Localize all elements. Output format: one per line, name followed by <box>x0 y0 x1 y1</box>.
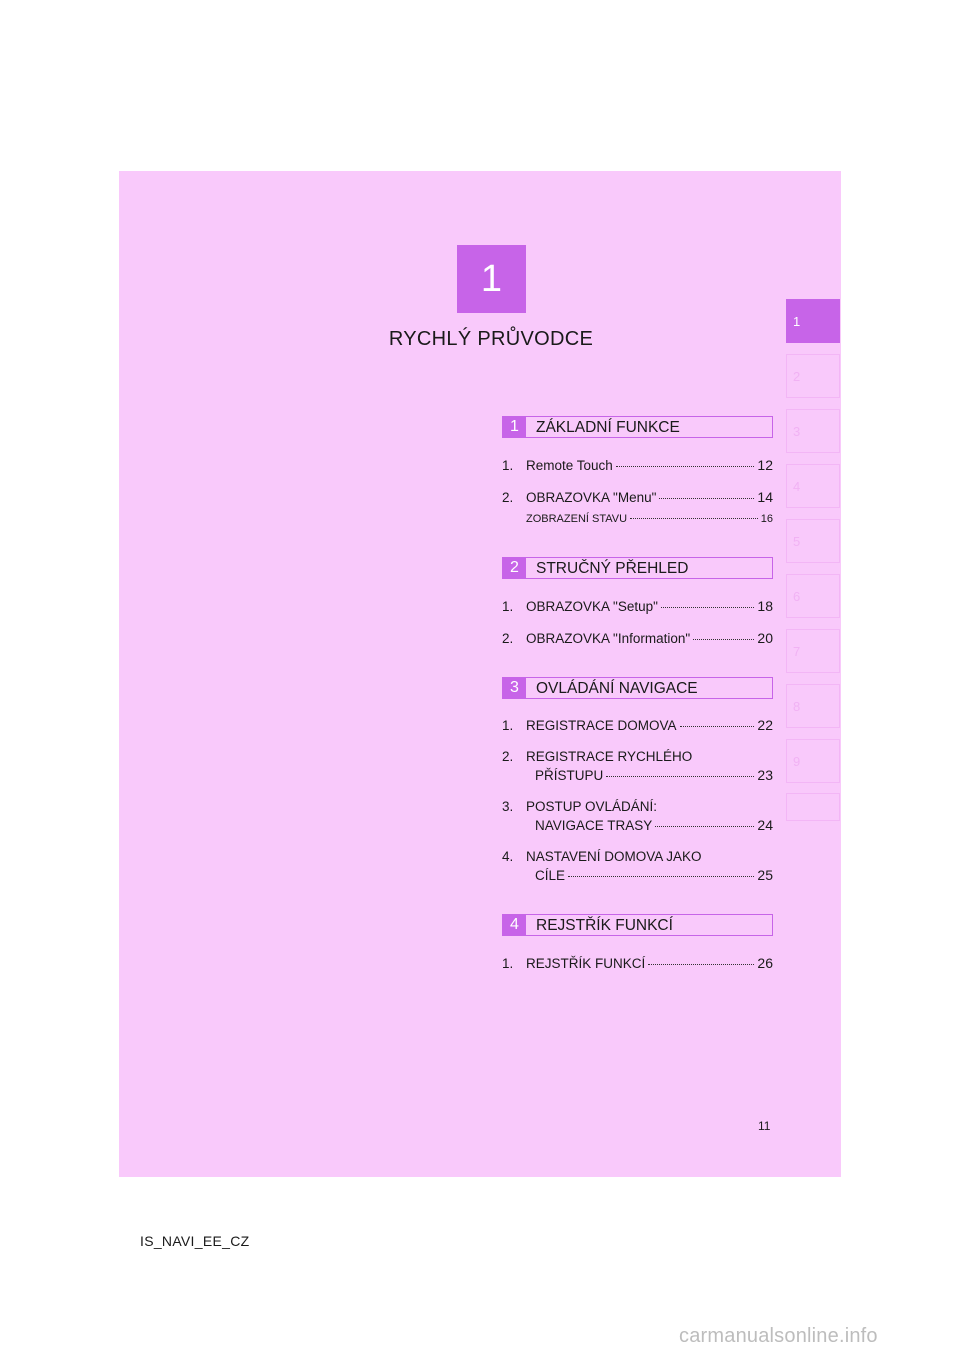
dot-leader <box>659 498 754 499</box>
section-title: ZÁKLADNÍ FUNKCE <box>536 419 680 436</box>
chapter-tab-2[interactable]: 2 <box>786 354 840 398</box>
toc-entry[interactable] <box>502 457 773 475</box>
section-header-1 <box>502 416 773 438</box>
toc-entry[interactable] <box>502 849 773 885</box>
entry-number: 4. <box>502 849 514 864</box>
chapter-tab-1[interactable]: 1 <box>786 299 840 343</box>
toc-entry[interactable] <box>502 749 773 785</box>
dot-leader <box>616 466 755 467</box>
entry-page: 22 <box>757 717 773 733</box>
entry-text: OBRAZOVKA "Information" <box>526 631 691 646</box>
page-number: 11 <box>758 1119 771 1133</box>
toc-entry[interactable] <box>502 598 773 616</box>
toc-entry[interactable] <box>502 630 773 648</box>
entry-page: 26 <box>757 955 773 971</box>
entry-text: REGISTRACE DOMOVA <box>526 718 677 733</box>
entry-number: 2. <box>502 749 514 764</box>
entry-number: 3. <box>502 799 514 814</box>
chapter-number-box: 1 <box>457 245 526 313</box>
toc-entry[interactable] <box>502 489 773 507</box>
section-number: 4 <box>503 915 526 935</box>
chapter-tab-6[interactable]: 6 <box>786 574 840 618</box>
dot-leader <box>655 826 754 827</box>
entry-number: 1. <box>502 599 514 614</box>
section-title: REJSTŘÍK FUNKCÍ <box>536 917 673 934</box>
section-title: STRUČNÝ PŘEHLED <box>536 560 689 577</box>
toc-entry[interactable] <box>502 717 773 735</box>
entry-number: 1. <box>502 956 514 971</box>
entry-text: Remote Touch <box>526 458 613 473</box>
entry-page: 20 <box>757 630 773 646</box>
chapter-tab-3[interactable]: 3 <box>786 409 840 453</box>
section-header-2 <box>502 557 773 579</box>
entry-number: 1. <box>502 718 514 733</box>
section-title: OVLÁDÁNÍ NAVIGACE <box>536 680 698 697</box>
entry-text: OBRAZOVKA "Setup" <box>526 599 658 614</box>
dot-leader <box>568 876 754 877</box>
entry-text: REGISTRACE RYCHLÉHO <box>526 749 693 764</box>
dot-leader <box>648 964 754 965</box>
chapter-tab-4[interactable]: 4 <box>786 464 840 508</box>
section-number: 2 <box>503 558 526 578</box>
dot-leader <box>680 726 755 727</box>
entry-page: 25 <box>757 867 773 883</box>
toc-entry[interactable] <box>502 955 773 973</box>
toc-entry[interactable] <box>502 799 773 835</box>
dot-leader <box>630 518 758 519</box>
chapter-tab-10[interactable] <box>786 793 840 821</box>
entry-text: POSTUP OVLÁDÁNÍ: <box>526 799 658 814</box>
dot-leader <box>606 776 754 777</box>
subentry-page: 16 <box>760 513 773 525</box>
subentry-text: ZOBRAZENÍ STAVU <box>526 513 628 525</box>
section-header-3 <box>502 677 773 699</box>
entry-text-continued: NAVIGACE TRASY <box>535 818 653 833</box>
entry-text: NASTAVENÍ DOMOVA JAKO <box>526 849 702 864</box>
chapter-tab-8[interactable]: 8 <box>786 684 840 728</box>
entry-text-continued: PŘÍSTUPU <box>535 768 604 783</box>
toc-subentry[interactable] <box>526 513 773 531</box>
entry-text: OBRAZOVKA "Menu" <box>526 490 657 505</box>
document-code: IS_NAVI_EE_CZ <box>140 1233 250 1249</box>
entry-page: 12 <box>757 457 773 473</box>
watermark[interactable]: carmanualsonline.info <box>679 1325 878 1347</box>
dot-leader <box>693 639 754 640</box>
entry-text: REJSTŘÍK FUNKCÍ <box>526 956 646 971</box>
section-header-4 <box>502 914 773 936</box>
chapter-tab-9[interactable]: 9 <box>786 739 840 783</box>
entry-page: 14 <box>757 489 773 505</box>
section-number: 1 <box>503 417 526 437</box>
entry-page: 23 <box>757 767 773 783</box>
dot-leader <box>661 607 755 608</box>
entry-number: 1. <box>502 458 514 473</box>
entry-number: 2. <box>502 490 514 505</box>
chapter-tab-7[interactable]: 7 <box>786 629 840 673</box>
chapter-tab-5[interactable]: 5 <box>786 519 840 563</box>
section-number: 3 <box>503 678 526 698</box>
chapter-title: RYCHLÝ PRŮVODCE <box>388 328 594 350</box>
page-panel <box>119 171 841 1177</box>
entry-page: 18 <box>757 598 773 614</box>
entry-text-continued: CÍLE <box>535 868 566 883</box>
entry-number: 2. <box>502 631 514 646</box>
entry-page: 24 <box>757 817 773 833</box>
